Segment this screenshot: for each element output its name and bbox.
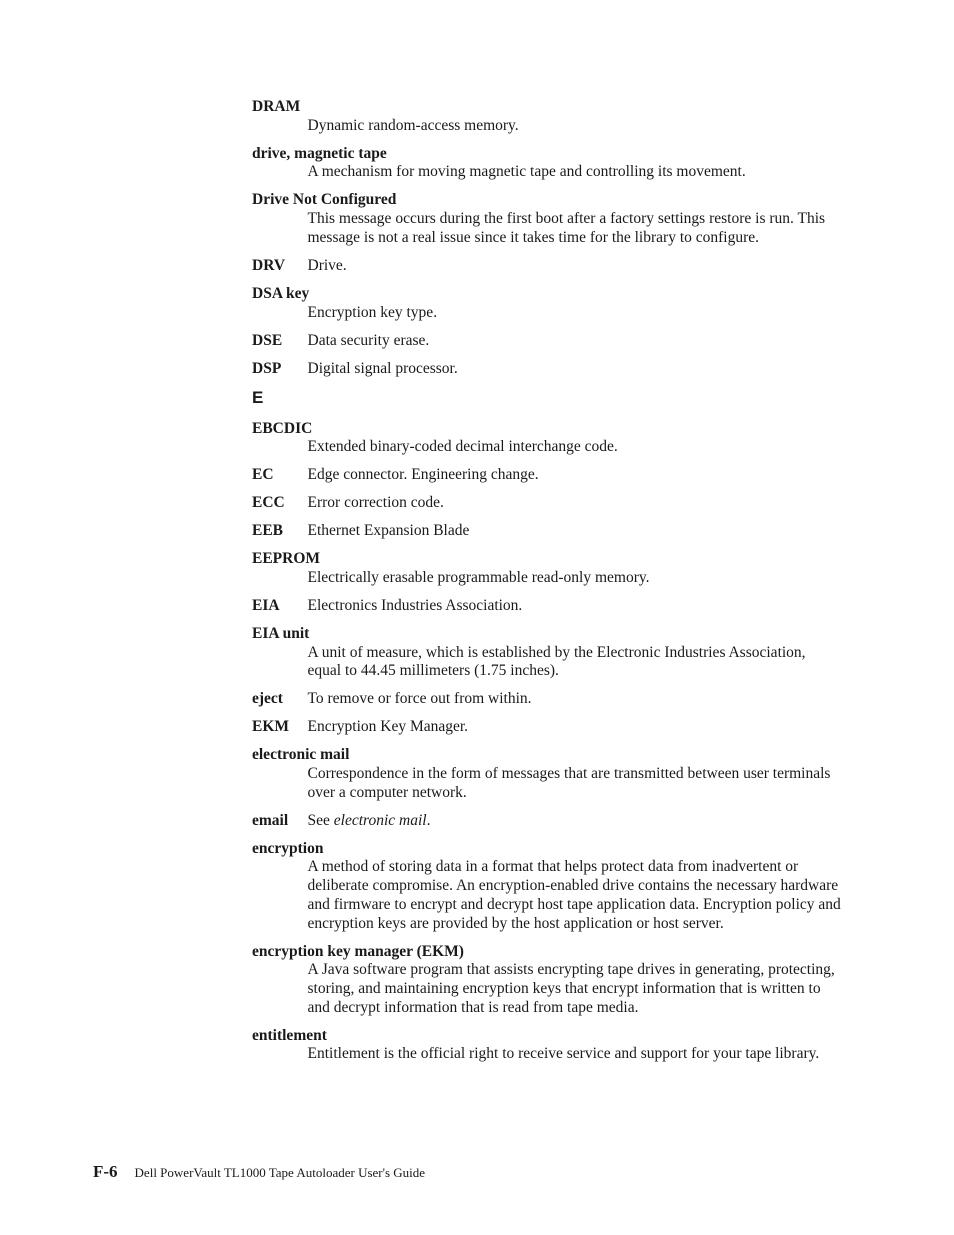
cross-reference: electronic mail [333, 811, 427, 829]
glossary-definition: Encryption key type. [307, 303, 438, 321]
glossary-term: DRAM [252, 98, 301, 115]
glossary-entry-email [252, 812, 842, 831]
glossary-entry-entitlement [252, 1027, 842, 1064]
glossary-definition: Encryption Key Manager. [307, 718, 469, 736]
glossary-entry-dsa-key [252, 285, 842, 322]
see-suffix: . [426, 811, 431, 829]
glossary-term: EEB [252, 522, 284, 540]
glossary-term: encryption key manager (EKM) [252, 942, 464, 960]
glossary-definition: A Java software program that assists encrypting tape drives in generating, protecting, storing, and maintaining encryption keys that encrypt information that is written to and decrypt information that is read from tape media. [307, 961, 835, 1016]
glossary-term: EBCDIC [252, 419, 313, 437]
glossary-entry-ec [252, 466, 842, 485]
glossary-definition: Edge connector. Engineering change. [307, 466, 539, 484]
glossary-term: ECC [252, 494, 285, 512]
glossary-entry-dse [252, 332, 842, 351]
page-footer [93, 1162, 425, 1182]
glossary-definition: Electrically erasable programmable read-only memory. [307, 568, 650, 586]
glossary-term: drive, magnetic tape [252, 144, 387, 162]
glossary-definition: Electronics Industries Association. [307, 596, 523, 614]
glossary-entry-eject [252, 690, 842, 709]
glossary-entry-dram [252, 98, 842, 135]
glossary-entry-drive-magnetic-tape [252, 145, 842, 182]
glossary-definition [308, 812, 843, 831]
glossary-term: Drive Not Configured [252, 191, 397, 209]
glossary-entry-electronic-mail [252, 746, 842, 802]
glossary-list [252, 98, 842, 1073]
glossary-entry-encryption-key-manager [252, 943, 842, 1018]
section-heading-e: E [252, 387, 264, 407]
glossary-term: DSE [252, 331, 283, 349]
glossary-entry-eia-unit [252, 625, 842, 681]
glossary-entry-dsp [252, 360, 842, 379]
see-prefix: See [307, 811, 334, 829]
book-title: Dell PowerVault TL1000 Tape Autoloader User's Guide [134, 1165, 426, 1180]
glossary-term: electronic mail [252, 746, 350, 764]
glossary-entry-eeprom [252, 550, 842, 587]
glossary-definition: Correspondence in the form of messages that are transmitted between user terminals over a computer network. [307, 765, 831, 801]
glossary-definition: To remove or force out from within. [307, 690, 532, 708]
glossary-term: DRV [252, 256, 286, 274]
glossary-definition: This message occurs during the first boot after a factory settings restore is run. This message is not a real issue since it takes time for the library to configure. [307, 210, 826, 246]
glossary-term: EKM [252, 718, 290, 736]
glossary-term: EEPROM [252, 550, 321, 568]
glossary-term: EIA [252, 596, 280, 614]
glossary-term: eject [252, 690, 283, 708]
glossary-entry-eeb [252, 522, 842, 541]
glossary-term: EC [252, 466, 274, 484]
page-number: F-6 [93, 1162, 118, 1181]
glossary-definition: Drive. [307, 256, 347, 274]
glossary-term: EIA unit [252, 624, 310, 642]
glossary-definition: A mechanism for moving magnetic tape and controlling its movement. [307, 163, 746, 181]
glossary-definition: A method of storing data in a format that helps protect data from inadvertent or deliberate compromise. An encryption-enabled drive contains the necessary hardware and firmware to encrypt and decrypt host tape application data. Encryption policy and encryption keys are provided by the host application or host server. [307, 858, 841, 932]
glossary-entry-drive-not-configured [252, 191, 842, 247]
glossary-definition: A unit of measure, which is established by the Electronic Industries Association, equal to 44.45 millimeters (1.75 inches). [307, 643, 806, 680]
glossary-definition: Extended binary-coded decimal interchange code. [307, 438, 618, 456]
glossary-term: email [252, 811, 289, 829]
glossary-entry-drv [252, 257, 842, 276]
glossary-term: encryption [252, 839, 324, 857]
glossary-definition: Dynamic random-access memory. [307, 116, 519, 134]
glossary-term: entitlement [252, 1026, 327, 1044]
glossary-definition: Digital signal processor. [307, 359, 458, 377]
glossary-entry-ecc [252, 494, 842, 513]
glossary-entry-encryption [252, 840, 842, 934]
glossary-definition: Entitlement is the official right to receive service and support for your tape library. [307, 1045, 820, 1063]
glossary-definition: Data security erase. [307, 331, 430, 349]
glossary-entry-ekm [252, 718, 842, 737]
glossary-entry-eia [252, 597, 842, 616]
glossary-term: DSA key [252, 284, 310, 302]
glossary-definition: Ethernet Expansion Blade [307, 522, 470, 540]
glossary-entry-ebcdic [252, 420, 842, 457]
glossary-term: DSP [252, 359, 282, 377]
glossary-definition: Error correction code. [307, 494, 444, 512]
